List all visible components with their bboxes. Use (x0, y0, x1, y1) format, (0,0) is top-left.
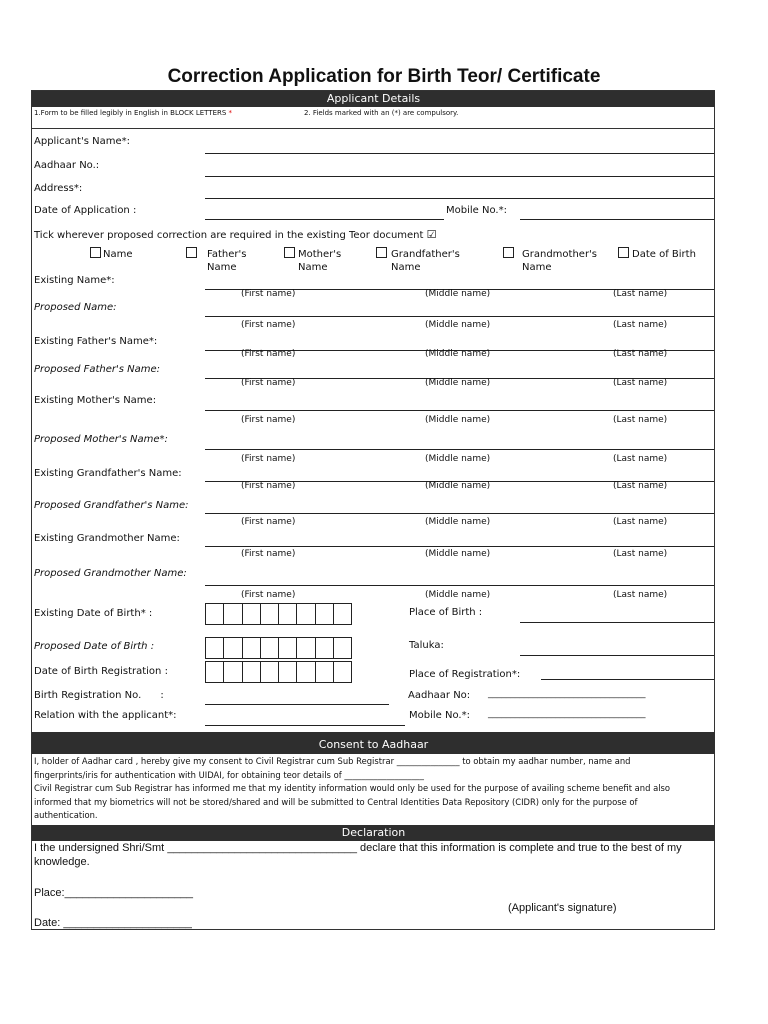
note-compulsory: 2. Fields marked with an (*) are compulsory. (304, 109, 459, 117)
applicant-name-field[interactable] (205, 153, 714, 154)
aadhaar-no-field[interactable]: ___________________________________ (488, 689, 646, 699)
checkbox-dob-label: Date of Birth (632, 249, 696, 260)
birth-reg-no-label: Birth Registration No. : (34, 690, 164, 701)
name-part-last: (Last name) (613, 549, 668, 559)
mobile-no-field[interactable]: ___________________________________ (488, 709, 646, 719)
name-part-last: (Last name) (613, 415, 668, 425)
name-row-field[interactable] (205, 449, 714, 450)
name-row-label: Proposed Father's Name: (34, 364, 161, 375)
check-icon: ☑ (426, 228, 437, 241)
date-of-application-label: Date of Application : (34, 205, 137, 216)
checkbox-father-label-2: Name (207, 262, 237, 273)
aadhaar-no-label: Aadhaar No: (408, 690, 471, 701)
name-part-middle: (Middle name) (425, 378, 491, 388)
name-row-label: Existing Father's Name*: (34, 336, 158, 347)
name-part-first: (First name) (241, 289, 296, 299)
aadhaar-field[interactable] (205, 176, 714, 177)
proposed-dob-boxes[interactable] (205, 637, 352, 659)
name-part-middle: (Middle name) (425, 517, 491, 527)
name-part-last: (Last name) (613, 481, 668, 491)
mobile-no-label: Mobile No.*: (409, 710, 470, 721)
mobile-field[interactable] (520, 219, 714, 220)
declaration-line-2: knowledge. (34, 856, 90, 868)
name-row-label: Existing Grandfather's Name: (34, 468, 182, 479)
checkbox-mother-label-1: Mother's (298, 249, 342, 260)
aadhaar-label: Aadhaar No.: (34, 160, 100, 171)
checkbox-date-of-birth[interactable] (618, 247, 629, 258)
applicant-signature-label: (Applicant's signature) (508, 902, 617, 914)
checkbox-grandmother-name[interactable] (503, 247, 514, 258)
name-part-first: (First name) (241, 517, 296, 527)
place-of-birth-field[interactable] (520, 622, 714, 623)
name-part-first: (First name) (241, 378, 296, 388)
name-row-label: Existing Mother's Name: (34, 395, 157, 406)
checkbox-grandfather-label-2: Name (391, 262, 421, 273)
name-row-field[interactable] (205, 410, 714, 411)
name-row-field[interactable] (205, 513, 714, 514)
name-row-field[interactable] (205, 585, 714, 586)
name-part-middle: (Middle name) (425, 415, 491, 425)
name-part-last: (Last name) (613, 289, 668, 299)
divider (32, 128, 715, 129)
name-part-last: (Last name) (613, 378, 668, 388)
name-part-middle: (Middle name) (425, 349, 491, 359)
consent-text: I, holder of Aadhar card , hereby give my consent to Civil Registrar cum Sub Registrar _______________ to obtain my aadhar number, name and fingerprints/iris for authentication with UIDAI, for obtaining teor details of ___________________ Civil Registrar cum Sub Registrar has informed me that my identity information would only be used for the purpose of availing scheme benefit and also informed that my biometrics will not be stored/shared and will be submitted to Central Identities Data Repository (CIDR) only for the purpose of authentication. (34, 756, 671, 820)
name-part-last: (Last name) (613, 590, 668, 600)
section-header-applicant: Applicant Details (32, 91, 715, 107)
name-part-first: (First name) (241, 590, 296, 600)
name-part-last: (Last name) (613, 349, 668, 359)
declaration-place-field[interactable]: Place:_____________________ (34, 887, 194, 899)
name-part-first: (First name) (241, 549, 296, 559)
name-part-middle: (Middle name) (425, 590, 491, 600)
address-label: Address*: (34, 183, 83, 194)
name-part-first: (First name) (241, 349, 296, 359)
name-part-first: (First name) (241, 454, 296, 464)
place-of-registration-field[interactable] (541, 679, 714, 680)
name-row-label: Proposed Grandfather's Name: (34, 500, 189, 511)
declaration-date-field[interactable]: Date: _____________________ (34, 917, 192, 929)
name-part-middle: (Middle name) (425, 289, 491, 299)
name-row-label: Proposed Name: (34, 302, 117, 313)
name-part-first: (First name) (241, 481, 296, 491)
place-of-birth-label: Place of Birth : (409, 607, 483, 618)
checkbox-grandfather-label-1: Grandfather's (391, 249, 460, 260)
relation-label: Relation with the applicant*: (34, 710, 177, 721)
taluka-field[interactable] (520, 655, 714, 656)
checkbox-father-name[interactable] (186, 247, 197, 258)
name-part-middle: (Middle name) (425, 549, 491, 559)
name-part-first: (First name) (241, 320, 296, 330)
name-part-last: (Last name) (613, 320, 668, 330)
section-header-consent: Consent to Aadhaar (32, 732, 715, 754)
checkbox-grandfather-name[interactable] (376, 247, 387, 258)
taluka-label: Taluka: (409, 640, 444, 651)
mobile-label: Mobile No.*: (446, 205, 507, 216)
name-part-middle: (Middle name) (425, 481, 491, 491)
name-row-label: Existing Name*: (34, 275, 115, 286)
name-row-label: Proposed Grandmother Name: (34, 568, 187, 579)
name-row-field[interactable] (205, 546, 714, 547)
registration-date-boxes[interactable] (205, 661, 352, 683)
place-of-registration-label: Place of Registration*: (409, 669, 521, 680)
page-title: Correction Application for Birth Teor/ Certificate (167, 66, 601, 87)
checkbox-grandmother-label-2: Name (522, 262, 552, 273)
name-row-label: Existing Grandmother Name: (34, 533, 180, 544)
address-field[interactable] (205, 198, 714, 199)
name-part-middle: (Middle name) (425, 320, 491, 330)
birth-reg-no-field[interactable] (205, 704, 389, 705)
checkbox-name[interactable] (90, 247, 101, 258)
name-part-first: (First name) (241, 415, 296, 425)
tick-instruction: Tick wherever proposed correction are required in the existing Teor document ☑ (34, 228, 437, 241)
name-row-field[interactable] (205, 316, 714, 317)
date-of-application-field[interactable] (205, 219, 444, 220)
name-row-label: Proposed Mother's Name*: (34, 434, 168, 445)
registration-date-label: Date of Birth Registration : (34, 666, 168, 677)
note-block-letters: 1.Form to be filled legibly in English in BLOCK LETTERS * (34, 109, 233, 117)
name-part-last: (Last name) (613, 454, 668, 464)
checkbox-grandmother-label-1: Grandmother's (522, 249, 598, 260)
existing-dob-boxes[interactable] (205, 603, 352, 625)
relation-field[interactable] (205, 725, 405, 726)
declaration-line-1: I the undersigned Shri/Smt _______________________________ declare that this information is complete and true to the best of my (34, 842, 682, 854)
checkbox-mother-name[interactable] (284, 247, 295, 258)
name-part-middle: (Middle name) (425, 454, 491, 464)
proposed-dob-label: Proposed Date of Birth : (34, 641, 155, 652)
section-header-declaration: Declaration (32, 825, 715, 841)
existing-dob-label: Existing Date of Birth* : (34, 608, 153, 619)
checkbox-father-label-1: Father's (207, 249, 247, 260)
checkbox-mother-label-2: Name (298, 262, 328, 273)
checkbox-name-label: Name (103, 249, 133, 260)
name-part-last: (Last name) (613, 517, 668, 527)
applicant-name-label: Applicant's Name*: (34, 136, 130, 147)
